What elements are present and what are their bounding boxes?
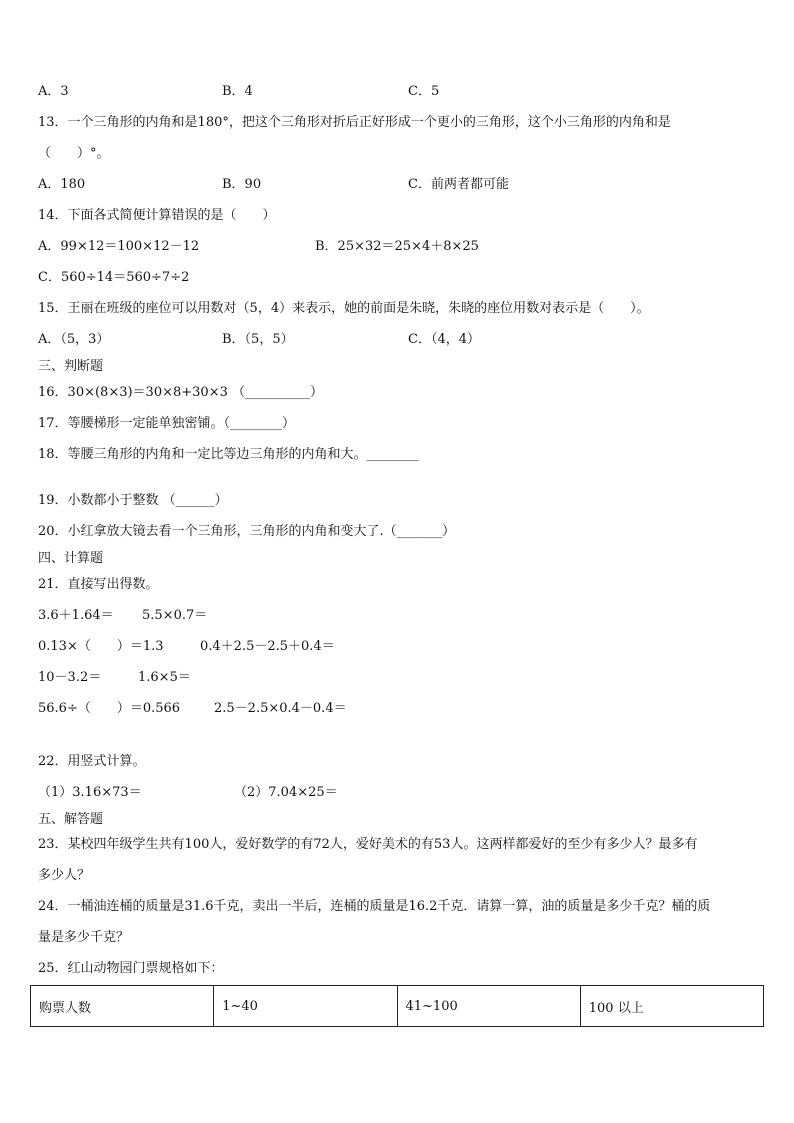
q24-line-1: 24．一桶油连桶的质量是31.6千克，卖出一半后，连桶的质量是16.2千克．请算一算，油的质量是多少千克？桶的质: [38, 899, 711, 914]
section-heading-calc: 四、计算题: [38, 551, 104, 566]
q13-option-c: C．前两者都可能: [408, 177, 509, 192]
section-heading-judge: 三、判断题: [38, 359, 104, 374]
q25-stem: 25．红山动物园门票规格如下：: [38, 961, 224, 976]
q13-blank: （ ）°。: [38, 146, 110, 161]
q14-option-b: B．25×32＝25×4＋8×25: [315, 239, 479, 254]
table-cell: 购票人数: [31, 986, 214, 1027]
section-heading-solve: 五、解答题: [38, 812, 104, 827]
q15-option-c: C．（4，4）: [408, 332, 480, 347]
judge-item-17: 17．等腰梯形一定能单独密铺。（________）: [38, 416, 296, 431]
table-cell: 100 以上: [580, 986, 763, 1027]
q22-stem: 22．用竖式计算。: [38, 754, 146, 769]
q12-option-a: A．3: [38, 84, 69, 99]
q24-line-2: 量是多少千克？: [38, 930, 130, 945]
judge-item-20: 20．小红拿放大镜去看一个三角形，三角形的内角和变大了.（_______）: [38, 524, 456, 539]
q21-item: 2.5－2.5×0.4－0.4＝: [214, 701, 347, 716]
q21-item: 10－3.2＝: [38, 670, 102, 685]
judge-item-19: 19．小数都小于整数 （______）: [38, 493, 228, 508]
q13-stem: 13．一个三角形的内角和是180°，把这个三角形对折后正好形成一个更小的三角形，这个小三角形的内角和是: [38, 115, 671, 130]
judge-item-16: 16．30×(8×3)＝30×8+30×3 （__________）: [38, 385, 323, 400]
judge-item-18: 18．等腰三角形的内角和一定比等边三角形的内角和大。________: [38, 447, 419, 462]
ticket-price-table: [30, 985, 764, 1027]
q22-item-2: （2）7.04×25＝: [234, 785, 338, 800]
q21-item: 5.5×0.7＝: [142, 608, 208, 623]
q15-option-b: B．（5，5）: [222, 332, 294, 347]
table-cell: 1~40: [214, 986, 397, 1027]
q12-option-b: B．4: [222, 84, 253, 99]
q21-item: 1.6×5＝: [138, 670, 191, 685]
q15-stem: 15．王丽在班级的座位可以用数对（5，4）来表示，她的前面是朱晓，朱晓的座位用数对表示是（ ）。: [38, 301, 650, 316]
q12-option-c: C．5: [408, 84, 440, 99]
q21-item: 0.13×（ ）＝1.3: [38, 639, 164, 654]
q22-item-1: （1）3.16×73＝: [38, 785, 142, 800]
table-cell: 41~100: [397, 986, 580, 1027]
table-row: [31, 986, 764, 1027]
q21-item: 0.4＋2.5－2.5＋0.4＝: [200, 639, 335, 654]
q21-stem: 21．直接写出得数。: [38, 577, 159, 592]
q14-stem: 14．下面各式简便计算错误的是（ ）: [38, 208, 276, 223]
q21-item: 3.6＋1.64＝: [38, 608, 114, 623]
q23-line-2: 多少人？: [38, 868, 91, 883]
q13-option-b: B．90: [222, 177, 262, 192]
q14-option-c: C．560÷14＝560÷7÷2: [38, 270, 190, 285]
q13-option-a: A．180: [38, 177, 86, 192]
q21-item: 56.6÷（ ）＝0.566: [38, 701, 181, 716]
q15-option-a: A．（5，3）: [38, 332, 110, 347]
q14-option-a: A．99×12＝100×12－12: [38, 239, 200, 254]
q23-line-1: 23．某校四年级学生共有100人，爱好数学的有72人，爱好美术的有53人。这两样都爱好的至少有多少人？最多有: [38, 837, 698, 852]
